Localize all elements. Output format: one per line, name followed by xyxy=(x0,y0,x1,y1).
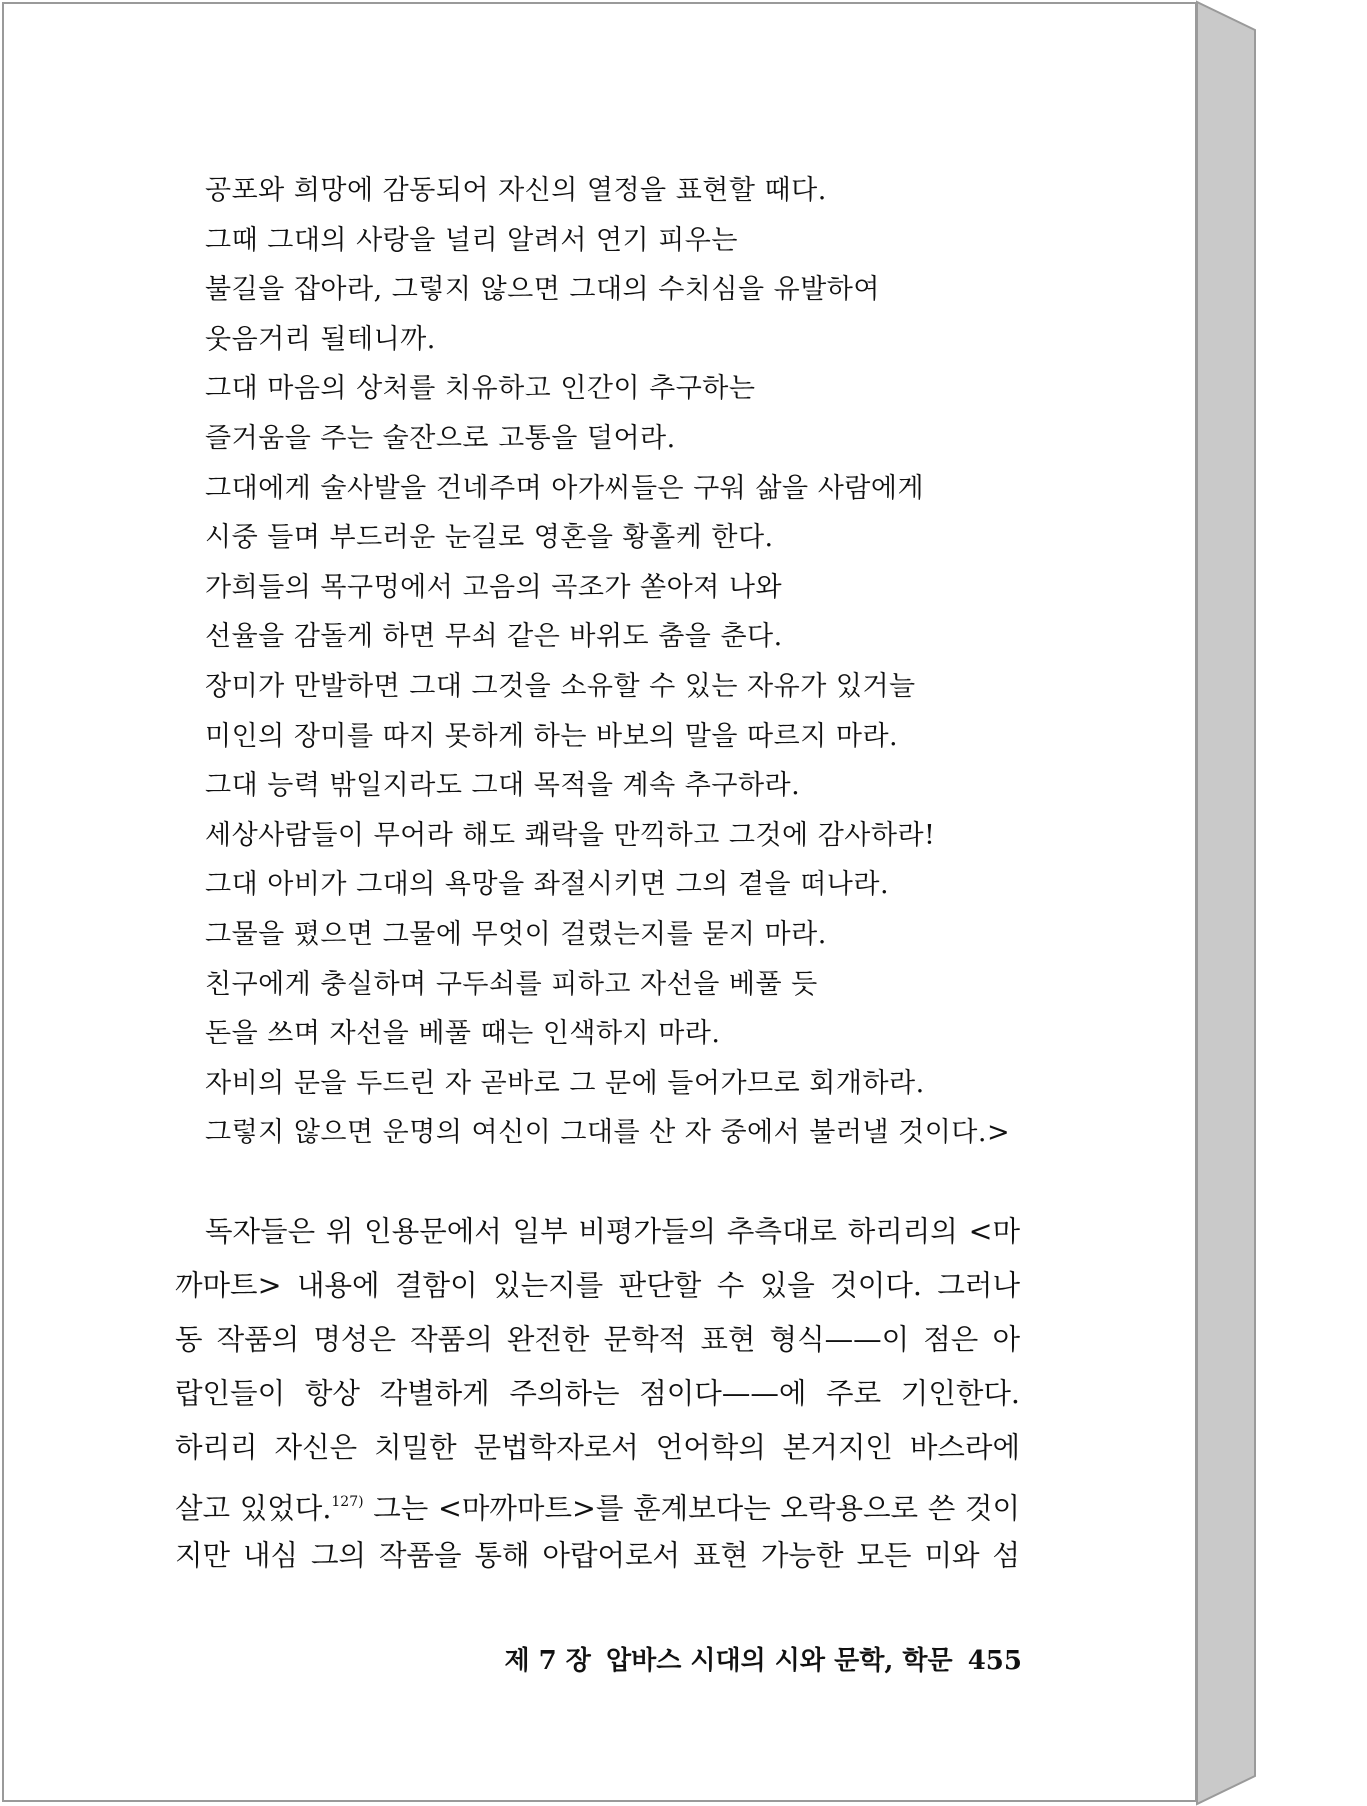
prose-paragraph xyxy=(175,1205,1020,1583)
poem-line: 그물을 폈으면 그물에 무엇이 걸렸는지를 묻지 마라. xyxy=(205,918,827,950)
prose-line: 하리리 자신은 치밀한 문법학자로서 언어학의 본거지인 바스라에 xyxy=(175,1431,1020,1464)
poem-line: 그때 그대의 사랑을 널리 알려서 연기 피우는 xyxy=(205,224,738,256)
prose-line: 까마트> 내용에 결함이 있는지를 판단할 수 있을 것이다. 그러나 xyxy=(175,1269,1020,1302)
running-footer xyxy=(499,1640,1023,1677)
poem-line: 자비의 문을 두드린 자 곧바로 그 문에 들어가므로 회개하라. xyxy=(205,1067,925,1099)
book-edge-shadow xyxy=(1195,0,1365,1806)
poem-line: 그대 능력 밖일지라도 그대 목적을 계속 추구하라. xyxy=(205,770,801,802)
poem-line: 미인의 장미를 따지 못하게 하는 바보의 말을 따르지 마라. xyxy=(205,720,899,752)
poem-line: 장미가 만발하면 그대 그것을 소유할 수 있는 자유가 있거늘 xyxy=(205,670,916,702)
prose-line-with-footnote xyxy=(175,1475,1020,1529)
poem-line: 그대 마음의 상처를 치유하고 인간이 추구하는 xyxy=(205,373,756,405)
poem-line: 돈을 쓰며 자선을 베풀 때는 인색하지 마라. xyxy=(205,1018,721,1050)
chapter-label: 제 7 장 xyxy=(504,1646,591,1676)
poem-line: 즐거움을 주는 술잔으로 고통을 덜어라. xyxy=(205,422,676,454)
poem-line: 선율을 감돌게 하면 무쇠 같은 바위도 춤을 춘다. xyxy=(205,621,783,653)
poem-block xyxy=(205,166,1065,1158)
poem-line: 그대 아비가 그대의 욕망을 좌절시키면 그의 곁을 떠나라. xyxy=(205,869,890,901)
prose-line: 독자들은 위 인용문에서 일부 비평가들의 추측대로 하리리의 <마 xyxy=(205,1215,1020,1248)
prose-line: 지만 내심 그의 작품을 통해 아랍어로서 표현 가능한 모든 미와 섬 xyxy=(175,1539,1020,1572)
prose-text: 살고 있었다. xyxy=(175,1492,332,1525)
poem-line: 공포와 희망에 감동되어 자신의 열정을 표현할 때다. xyxy=(205,175,827,206)
poem-line: 가희들의 목구멍에서 고음의 곡조가 쏟아져 나와 xyxy=(205,571,783,603)
poem-line: 세상사람들이 무어라 해도 쾌락을 만끽하고 그것에 감사하라! xyxy=(205,819,936,851)
prose-line: 동 작품의 명성은 작품의 완전한 문학적 표현 형식——이 점은 아 xyxy=(175,1323,1020,1356)
footnote-reference[interactable]: 127) xyxy=(331,1494,364,1510)
poem-line: 불길을 잡아라, 그렇지 않으면 그대의 수치심을 유발하여 xyxy=(205,274,880,306)
prose-text: 그는 <마까마트>를 훈계보다는 오락용으로 쓴 것이 xyxy=(363,1492,1020,1525)
poem-line: 그렇지 않으면 운명의 여신이 그대를 산 자 중에서 불러낼 것이다.> xyxy=(205,1117,1011,1149)
poem-line: 친구에게 충실하며 구두쇠를 피하고 자선을 베풀 듯 xyxy=(205,968,818,1000)
poem-line: 그대에게 술사발을 건네주며 아가씨들은 구워 삶을 사람에게 xyxy=(205,472,925,504)
chapter-title: 압바스 시대의 시와 문학, 학문 xyxy=(606,1646,953,1676)
poem-line: 시중 들며 부드러운 눈길로 영혼을 황홀케 한다. xyxy=(205,522,774,554)
poem-line: 웃음거리 될테니까. xyxy=(205,323,436,355)
page-number: 455 xyxy=(967,1646,1022,1676)
prose-line: 랍인들이 항상 각별하게 주의하는 점이다——에 주로 기인한다. xyxy=(175,1377,1020,1410)
